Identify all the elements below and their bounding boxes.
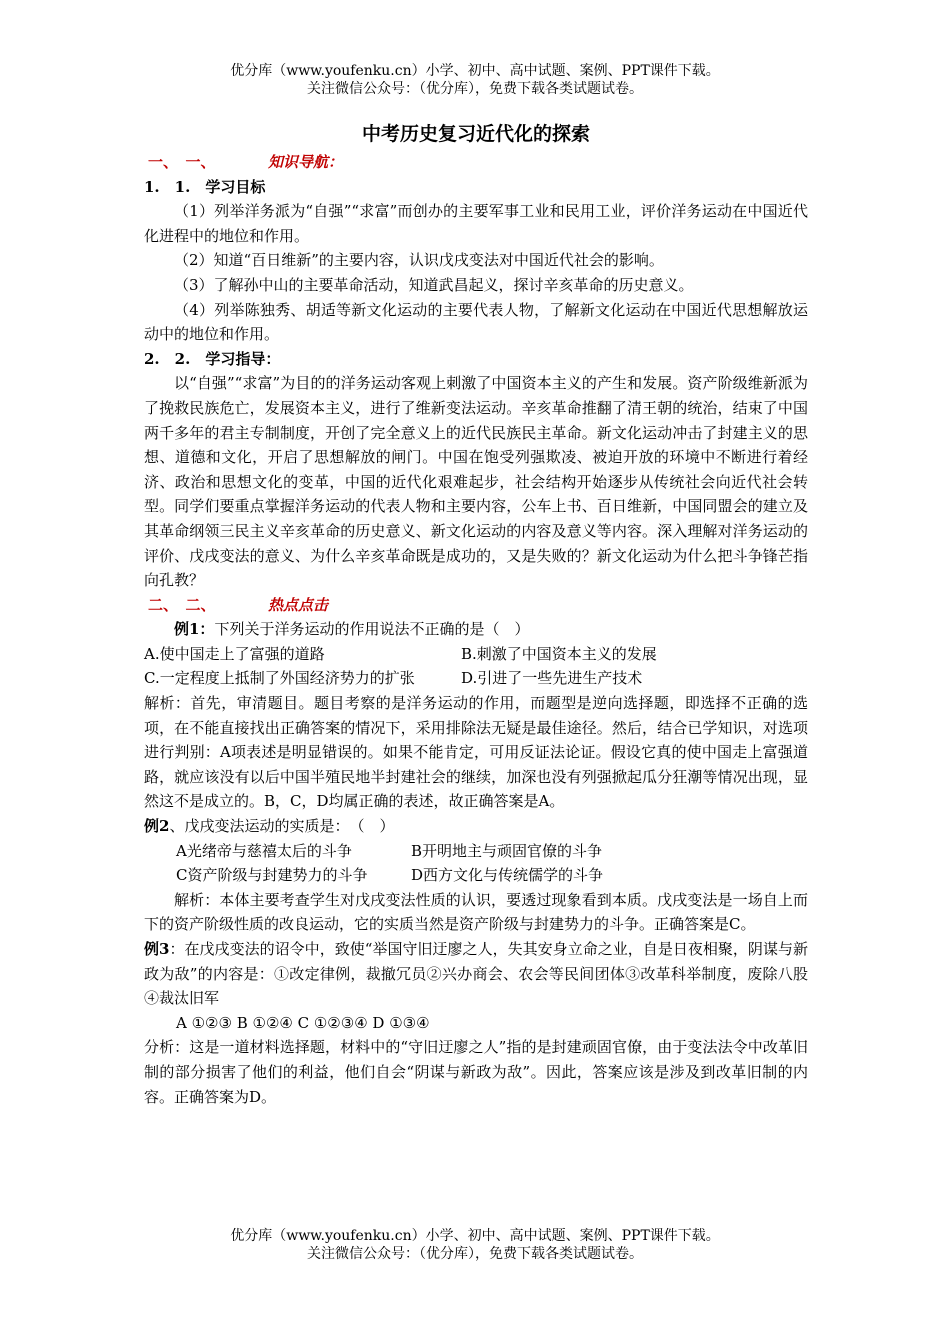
example-2-question — [144, 814, 808, 839]
example-2-options-row-1 — [144, 839, 808, 864]
example-3-text: ：在戊戌变法的诏令中，致使“举国守旧迂廖之人，失其安身立命之业，自是日夜相聚，阴谋与新政为敌”的内容是：①改定律例，裁撤冗员②兴办商会、农会等民间团体③改革科举制度，废除八股④裁汰旧军 — [144, 940, 808, 1008]
goal-item: （1）列举洋务派为“自强”“求富”而创办的主要军事工业和民用工业，评价洋务运动在中国近代化进程中的地位和作用。 — [144, 202, 808, 245]
section-1-heading — [144, 150, 808, 175]
document-body — [144, 120, 808, 1109]
example-2-label: 例2 — [144, 817, 170, 836]
option-b: B开明地主与顽固官僚的斗争 — [411, 841, 603, 860]
example-1-text: 下列关于洋务运动的作用说法不正确的是（ ） — [214, 620, 530, 639]
goal-item: （3）了解孙中山的主要革命活动，知道武昌起义，探讨辛亥革命的历史意义。 — [174, 275, 694, 294]
page-title: 中考历史复习近代化的探索 — [361, 123, 590, 145]
footer-line-2: 关注微信公众号：（优分库），免费下载各类试题试卷。 — [307, 1246, 643, 1262]
header-line-2: 关注微信公众号：（优分库），免费下载各类试题试卷。 — [307, 81, 643, 97]
option-d: D西方文化与传统儒学的斗争 — [411, 866, 604, 885]
example-3-label: 例3 — [144, 940, 170, 958]
example-2-text: 、戊戌变法运动的实质是： （ ） — [169, 817, 395, 836]
example-3-options: A ①②③ B ①②④ C ①②③④ D ①③④ — [176, 1013, 430, 1032]
example-1-options-row-1 — [144, 642, 808, 667]
subsection-guide-heading: 2. 2. 学习指导： — [144, 349, 281, 368]
option-b: B.刺激了中国资本主义的发展 — [461, 644, 657, 663]
page-footer — [0, 1227, 950, 1263]
section-1-label: 知识导航： — [268, 153, 344, 171]
option-a: A.使中国走上了富强的道路 — [144, 644, 325, 663]
section-2-label: 热点点击 — [268, 595, 329, 614]
option-c: C.一定程度上抵制了外国经济势力的扩张 — [144, 669, 415, 688]
section-1-number: 一、 一、 — [148, 153, 269, 171]
example-1-question — [144, 617, 808, 642]
example-3-analysis: 分析：这是一道材料选择题，材料中的“守旧迂廖之人”指的是封建顽固官僚，由于变法法令中改革旧制的部分损害了他们的利益，他们自会“阴谋与新政为敌”。因此，答案应该是涉及到改革旧制的内容。正确答案为D。 — [144, 1038, 808, 1106]
example-1-analysis: 解析：首先，审清题目。题目考察的是洋务运动的作用，而题型是逆向选择题，即选择不正确的选项，在不能直接找出正确答案的情况下，采用排除法无疑是最佳途径。然后，结合已学知识，对选项进行判别：A项表述是明显错误的。如果不能肯定，可用反证法论证。假设它真的使中国走上富强道路，就应该没有以后中国半殖民地半封建社会的继续，加深也没有列强掀起瓜分狂潮等情况出现，显然这不是成立的。B，C，D均属正确的表述，故正确答案是A。 — [144, 694, 808, 811]
example-3-question — [144, 937, 808, 1011]
subsection-goals-heading: 1. 1. 学习目标 — [144, 177, 266, 196]
example-1-options-row-2 — [144, 666, 808, 691]
example-1-label: 例1： — [174, 620, 215, 639]
goal-item: （2）知道“百日维新”的主要内容，认识戊戌变法对中国近代社会的影响。 — [174, 251, 664, 270]
footer-line-1: 优分库（www.youfenku.cn）小学、初中、高中试题、案例、PPT课件下载。 — [230, 1228, 720, 1244]
guide-paragraph: 以“自强”“求富”为目的的洋务运动客观上刺激了中国资本主义的产生和发展。资产阶级维新派为了挽救民族危亡，发展资本主义，进行了维新变法运动。辛亥革命推翻了清王朝的统治，结束了中国两千多年的君主专制制度，开创了完全意义上的近代民族民主革命。新文化运动冲击了封建主义的思想、道德和文化，开启了思想解放的闸门。中国在饱受列强欺凌、被迫开放的环境中不断进行着经济、政治和思想文化的变革，中国的近代化艰难起步，社会结构开始逐步从传统社会向近代社会转型。同学们要重点掌握洋务运动的代表人物和主要内容，公车上书、百日维新，中国同盟会的建立及其革命纲领三民主义辛亥革命的历史意义、新文化运动的内容及意义等内容。深入理解对洋务运动的评价、戊戌变法的意义、为什么辛亥革命既是成功的，又是失败的？新文化运动为什么把斗争锋芒指向孔教？ — [144, 374, 808, 590]
page-header — [0, 62, 950, 98]
goal-item: （4）列举陈独秀、胡适等新文化运动的主要代表人物，了解新文化运动在中国近代思想解放运动中的地位和作用。 — [144, 300, 808, 344]
example-2-options-row-2 — [144, 863, 808, 888]
option-a: A光绪帝与慈禧太后的斗争 — [176, 841, 352, 860]
option-c: C资产阶级与封建势力的斗争 — [176, 866, 368, 885]
example-2-analysis: 解析：本体主要考查学生对戊戌变法性质的认识，要透过现象看到本质。戊戌变法是一场自上而下的资产阶级性质的改良运动，它的实质当然是资产阶级与封建势力的斗争。正确答案是C。 — [144, 890, 808, 934]
option-d: D.引进了一些先进生产技术 — [461, 669, 643, 688]
header-line-1: 优分库（www.youfenku.cn）小学、初中、高中试题、案例、PPT课件下载。 — [230, 63, 720, 79]
section-2-number: 二、 二、 — [148, 595, 269, 614]
section-2-heading — [144, 593, 808, 618]
